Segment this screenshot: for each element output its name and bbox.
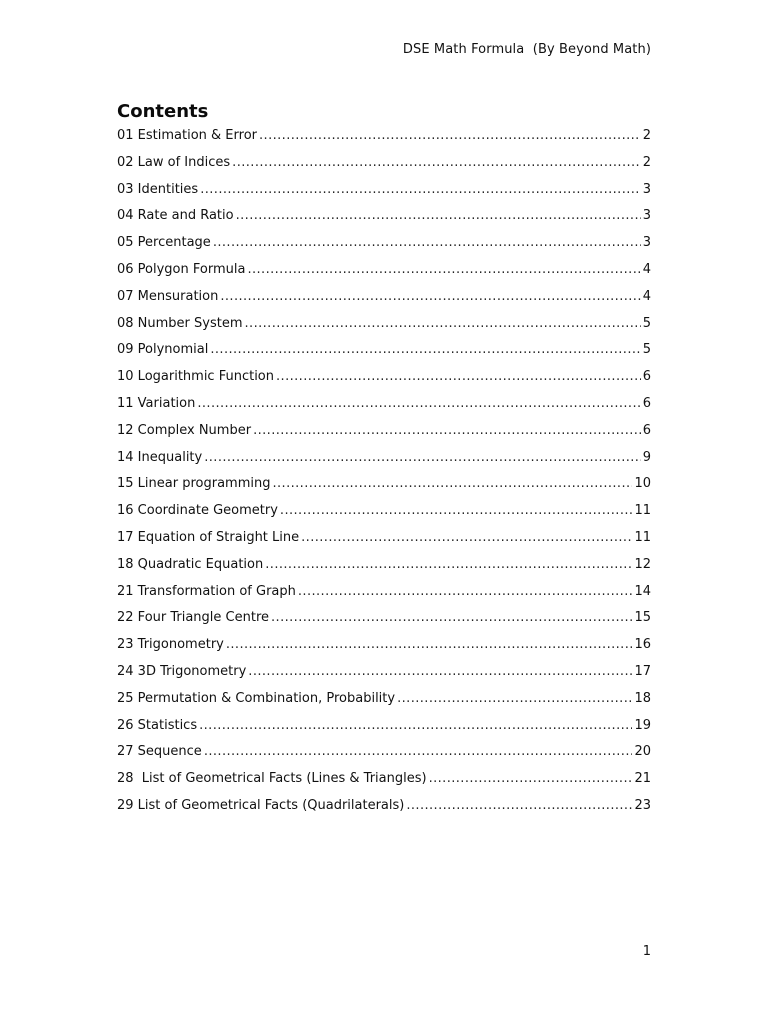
toc-dot-leader — [298, 582, 633, 602]
toc-entry[interactable] — [117, 394, 651, 421]
toc-dot-leader — [253, 421, 641, 441]
contents-heading: Contents — [117, 101, 209, 122]
toc-dot-leader — [210, 340, 640, 360]
toc-entry-label: 22 Four Triangle Centre — [117, 610, 270, 626]
toc-entry[interactable] — [117, 206, 651, 233]
toc-entry-page: 3 — [642, 181, 651, 197]
toc-entry-page: 2 — [642, 128, 651, 143]
toc-dot-leader — [271, 608, 632, 628]
toc-dot-leader — [248, 662, 632, 682]
toc-entry[interactable] — [117, 367, 651, 394]
toc-entry[interactable] — [117, 126, 651, 153]
toc-entry-label: 04 Rate and Ratio — [117, 208, 234, 224]
toc-entry-page: 18 — [634, 690, 651, 706]
toc-entry-label: 11 Variation — [117, 395, 196, 411]
toc-entry-page: 20 — [634, 744, 651, 760]
toc-entry[interactable] — [117, 742, 651, 769]
toc-dot-leader — [245, 314, 641, 334]
toc-entry-page: 12 — [634, 556, 651, 572]
toc-entry-label: 18 Quadratic Equation — [117, 556, 264, 572]
toc-entry-label: 27 Sequence — [117, 744, 202, 760]
toc-entry-label: 16 Coordinate Geometry — [117, 503, 278, 519]
toc-entry-label: 12 Complex Number — [117, 422, 252, 438]
toc-entry-page: 6 — [642, 395, 651, 411]
toc-entry[interactable] — [117, 421, 651, 448]
toc-entry[interactable] — [117, 314, 651, 341]
toc-entry-label: 14 Inequality — [117, 449, 203, 465]
toc-entry-label: 06 Polygon Formula — [117, 261, 246, 277]
toc-entry[interactable] — [117, 474, 651, 501]
toc-dot-leader — [226, 635, 633, 655]
toc-dot-leader — [204, 742, 633, 762]
toc-entry-label: 29 List of Geometrical Facts (Quadrilaterals) — [117, 797, 405, 813]
toc-entry-label: 07 Mensuration — [117, 288, 219, 304]
toc-entry[interactable] — [117, 689, 651, 716]
toc-entry-label: 05 Percentage — [117, 235, 211, 251]
toc-entry-label: 21 Transformation of Graph — [117, 583, 296, 599]
toc-entry[interactable] — [117, 287, 651, 314]
toc-entry[interactable] — [117, 635, 651, 662]
toc-entry[interactable] — [117, 448, 651, 475]
toc-dot-leader — [204, 448, 641, 468]
toc-entry-label: 17 Equation of Straight Line — [117, 529, 300, 545]
toc-entry-label: 02 Law of Indices — [117, 154, 231, 170]
toc-entry-page: 3 — [642, 208, 651, 224]
toc-dot-leader — [406, 796, 632, 816]
toc-entry-page: 3 — [642, 235, 651, 251]
toc-entry[interactable] — [117, 716, 651, 743]
toc-entry-label: 25 Permutation & Combination, Probability — [117, 690, 396, 706]
toc-entry-page: 2 — [642, 154, 651, 170]
toc-dot-leader — [199, 716, 632, 736]
toc-entry[interactable] — [117, 608, 651, 635]
toc-entry-label: 28 List of Geometrical Facts (Lines & Triangles) — [117, 771, 427, 787]
toc-entry-page: 19 — [634, 717, 651, 733]
page-number: 1 — [642, 944, 651, 959]
toc-entry[interactable] — [117, 180, 651, 207]
toc-entry-page: 16 — [634, 637, 651, 653]
toc-entry-page: 21 — [634, 771, 651, 787]
table-of-contents — [117, 126, 651, 823]
toc-entry[interactable] — [117, 340, 651, 367]
toc-entry[interactable] — [117, 260, 651, 287]
toc-entry-page: 4 — [642, 261, 651, 277]
toc-entry-page: 9 — [642, 449, 651, 465]
toc-entry-page: 5 — [642, 342, 651, 358]
toc-entry-label: 24 3D Trigonometry — [117, 663, 247, 679]
toc-entry-label: 23 Trigonometry — [117, 637, 224, 653]
toc-dot-leader — [236, 206, 641, 226]
toc-entry-label: 03 Identities — [117, 181, 199, 197]
toc-entry-page: 23 — [634, 797, 651, 813]
toc-entry[interactable] — [117, 769, 651, 796]
toc-dot-leader — [265, 555, 632, 575]
toc-entry-label: 09 Polynomial — [117, 342, 209, 358]
toc-entry[interactable] — [117, 662, 651, 689]
page-header: DSE Math Formula (By Beyond Math) — [402, 42, 651, 57]
toc-dot-leader — [301, 528, 632, 548]
toc-entry-page: 6 — [642, 369, 651, 385]
toc-dot-leader — [272, 474, 632, 494]
toc-dot-leader — [220, 287, 640, 307]
toc-entry[interactable] — [117, 528, 651, 555]
toc-entry-label: 26 Statistics — [117, 717, 198, 733]
toc-entry-label: 10 Logarithmic Function — [117, 369, 275, 385]
toc-entry-label: 08 Number System — [117, 315, 243, 331]
toc-dot-leader — [247, 260, 640, 280]
toc-dot-leader — [397, 689, 632, 709]
toc-dot-leader — [197, 394, 640, 414]
toc-entry-page: 11 — [634, 529, 651, 545]
toc-entry-page: 4 — [642, 288, 651, 304]
toc-dot-leader — [232, 153, 641, 173]
toc-dot-leader — [259, 126, 641, 146]
toc-dot-leader — [429, 769, 633, 789]
toc-entry-page: 6 — [642, 422, 651, 438]
toc-entry-page: 11 — [634, 503, 651, 519]
toc-dot-leader — [200, 180, 641, 200]
toc-dot-leader — [280, 501, 633, 521]
toc-entry[interactable] — [117, 153, 651, 180]
toc-entry-label: 15 Linear programming — [117, 476, 271, 492]
toc-entry[interactable] — [117, 796, 651, 823]
toc-entry-page: 10 — [634, 476, 651, 492]
toc-entry[interactable] — [117, 501, 651, 528]
toc-entry-label: 01 Estimation & Error — [117, 128, 257, 143]
toc-dot-leader — [213, 233, 641, 253]
toc-entry-page: 14 — [634, 583, 651, 599]
toc-entry-page: 5 — [642, 315, 651, 331]
toc-entry[interactable] — [117, 233, 651, 260]
toc-entry-page: 17 — [634, 663, 651, 679]
toc-entry-page: 15 — [634, 610, 651, 626]
toc-entry[interactable] — [117, 582, 651, 609]
toc-dot-leader — [276, 367, 641, 387]
toc-entry[interactable] — [117, 555, 651, 582]
